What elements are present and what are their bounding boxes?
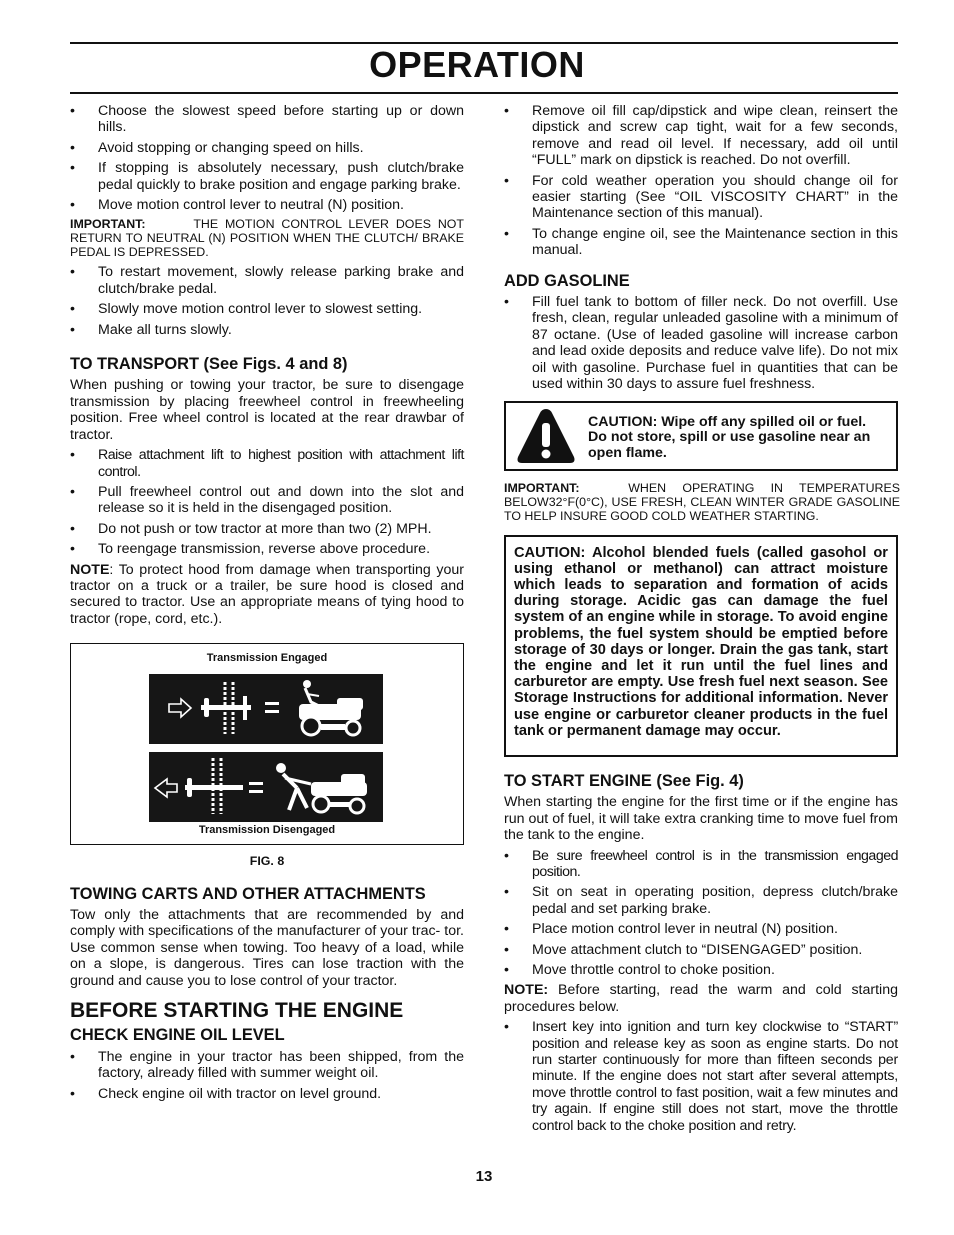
caution-text: CAUTION: Wipe off any spilled oil or fuel. Do not store, spill or use gasoline near an open flame.: [588, 413, 871, 461]
transport-heading: TO TRANSPORT (See Figs. 4 and 8): [70, 355, 348, 374]
towing-heading: TOWING CARTS AND OTHER ATTACHMENTS: [70, 884, 426, 903]
page-number: 13: [475, 1168, 493, 1185]
list-item: • Move throttle control to choke position.: [504, 962, 898, 978]
hill-bullets: [70, 103, 464, 213]
list-item: • To change engine oil, see the Maintenance section in this manual.: [504, 226, 898, 259]
note-label: NOTE: [70, 561, 110, 578]
figure-caption-disengaged: Transmission Disengaged: [198, 823, 336, 836]
important-label: IMPORTANT:: [70, 217, 146, 232]
list-item: • Slowly move motion control lever to slowest setting.: [70, 301, 464, 317]
gear-shaft-icon: [185, 758, 243, 814]
transport-paragraph: When pushing or towing your tractor, be sure to disengage transmission by placing freewheel control in freewheeling position. Free wheel control is located at the rear drawbar of tractor.: [70, 377, 464, 443]
right-column: [504, 103, 898, 1138]
important-note: [70, 217, 464, 259]
start-paragraph: When starting the engine for the first time or if the engine has run out of fuel, it will take extra cranking time to move fuel from the tank to the engine.: [504, 794, 898, 844]
start-engine-heading: TO START ENGINE (See Fig. 4): [504, 771, 744, 790]
list-item: • Insert key into ignition and turn key clockwise to “START” position and release key as soon as engine starts. Do not run starter continuously for more than fifteen seconds per minute. If the engine does not start after several attempts, move throttle control to fast position, wait a few minutes and try again. If engine still does not start, move the throttle control back to the choke position and retry.: [504, 1019, 898, 1134]
person-pushing-tractor-icon: [276, 763, 367, 813]
oil-bullets: [70, 1049, 464, 1102]
list-item: • For cold weather operation you should change oil for easier starting (See “OIL VISCOSITY CHART” in the Maintenance section of this manual).: [504, 173, 898, 222]
list-item: • Fill fuel tank to bottom of filler neck. Do not overfill. Use fresh, clean, regular unleaded gasoline with a minimum of 87 octane. (Use of leaded gasoline will increase carbon and lead oxide deposits and reduce valve life). Do not mix oil with gasoline. Purchase fuel in quantities that can be used within 30 days to assure fuel freshness.: [504, 294, 898, 392]
list-item: • Choose the slowest speed before starting up or down hills.: [70, 103, 464, 136]
transport-note: [70, 562, 464, 628]
warning-icon: [516, 407, 576, 465]
gear-shaft-icon: [201, 682, 251, 734]
start-note: [504, 982, 898, 1015]
list-item: • Do not push or tow tractor at more than two (2) MPH.: [70, 521, 464, 537]
riding-tractor-icon: [299, 680, 363, 735]
oil-steps: [504, 103, 898, 259]
list-item: • To restart movement, slowly release parking brake and clutch/brake pedal.: [70, 264, 464, 297]
important-text: WHEN OPERATING IN TEMPERATURES BELOW32°F(0°C), USE FRESH, CLEAN WINTER GRADE GASOLINE TO HELP INSURE GOOD COLD WEATHER STARTING.: [504, 480, 900, 523]
disengaged-illustration: [149, 752, 383, 822]
restart-bullets: [70, 264, 464, 338]
important-text: THE MOTION CONTROL LEVER DOES NOT RETURN TO NEUTRAL (N) POSITION WHEN THE CLUTCH/ BRAKE PEDAL IS DEPRESSED.: [70, 217, 464, 260]
left-column: [70, 103, 464, 1106]
transport-bullets: [70, 447, 464, 557]
page-title: OPERATION: [369, 44, 585, 85]
list-item: • Raise attachment lift to highest position with attachment lift control.: [70, 447, 464, 480]
engaged-panel: [149, 674, 383, 744]
list-item: • Avoid stopping or changing speed on hills.: [70, 140, 464, 156]
list-item: • Remove oil fill cap/dipstick and wipe clean, reinsert the dipstick and screw cap tight, wait for a few seconds, remove and read oil level. If necessary, add oil until “FULL” mark on dipstick is reached. Do not overfill.: [504, 103, 898, 169]
list-item: • To reengage transmission, reverse above procedure.: [70, 541, 464, 557]
arrow-right-icon: [169, 699, 191, 717]
figure-label: FIG. 8: [249, 854, 285, 869]
figure-8: [70, 643, 464, 845]
check-oil-heading: CHECK ENGINE OIL LEVEL: [70, 1026, 285, 1045]
note-text: : To protect hood from damage when transporting your tractor on a truck or a trailer, be sure hood is closed and secured to tractor. Use an appropriate means of tying hood to tractor (rope, cord, etc.).: [70, 561, 464, 627]
equals-icon: [265, 702, 279, 713]
caution-box-spill: [504, 401, 898, 471]
list-item: • Be sure freewheel control is in the transmission engaged position.: [504, 848, 898, 881]
equals-icon: [249, 782, 263, 793]
disengaged-panel: [149, 752, 383, 822]
before-starting-heading: BEFORE STARTING THE ENGINE: [70, 999, 404, 1022]
caution-box-alcohol-fuel: CAUTION: Alcohol blended fuels (called gasohol or using ethanol or methanol) can attract moisture which leads to separation and formation of acids during storage. Acidic gas can damage the fuel system of an engine while in storage. To avoid engine problems, the fuel system should be emptied before storage of 30 days or longer. Drain the gas tank, start the engine and let it run until the fuel lines and carburetor are empty. Use fresh fuel next season. See Storage Instructions for additional information. Never use engine or carburetor cleaner products in the fuel tank or permanent damage may occur.: [504, 535, 898, 757]
list-item: • Place motion control lever in neutral (N) position.: [504, 921, 898, 937]
list-item: • Move motion control lever to neutral (N) position.: [70, 197, 464, 213]
note-text: Before starting, read the warm and cold starting procedures below.: [504, 982, 898, 1015]
list-item: • If stopping is absolutely necessary, push clutch/brake pedal quickly to brake position and engage parking brake.: [70, 160, 464, 193]
list-item: • Sit on seat in operating position, depress clutch/brake pedal and set parking brake.: [504, 884, 898, 917]
note-label: NOTE:: [504, 982, 549, 999]
add-gasoline-heading: ADD GASOLINE: [504, 271, 630, 290]
list-item: • Move attachment clutch to “DISENGAGED” position.: [504, 942, 898, 958]
title-rule: [70, 92, 898, 94]
important-label: IMPORTANT:: [504, 480, 580, 495]
arrow-left-icon: [155, 779, 177, 797]
list-item: • Check engine oil with tractor on level ground.: [70, 1086, 464, 1102]
towing-paragraph: Tow only the attachments that are recommended by and comply with specifications of the manufacturer of your trac- tor. Use common sense when towing. Too heavy of a load, while on a slope, is dangerous. Tires can lose traction with the ground and cause you to lose control of your tractor.: [70, 906, 464, 989]
engaged-illustration: [149, 674, 383, 744]
start-bullets: [504, 848, 898, 979]
important-note-cold: [504, 481, 900, 523]
list-item: • Pull freewheel control out and down into the slot and release so it is held in the disengaged position.: [70, 484, 464, 517]
figure-caption-engaged: Transmission Engaged: [206, 652, 328, 665]
list-item: • The engine in your tractor has been shipped, from the factory, already filled with summer weight oil.: [70, 1049, 464, 1082]
list-item: • Make all turns slowly.: [70, 322, 464, 338]
